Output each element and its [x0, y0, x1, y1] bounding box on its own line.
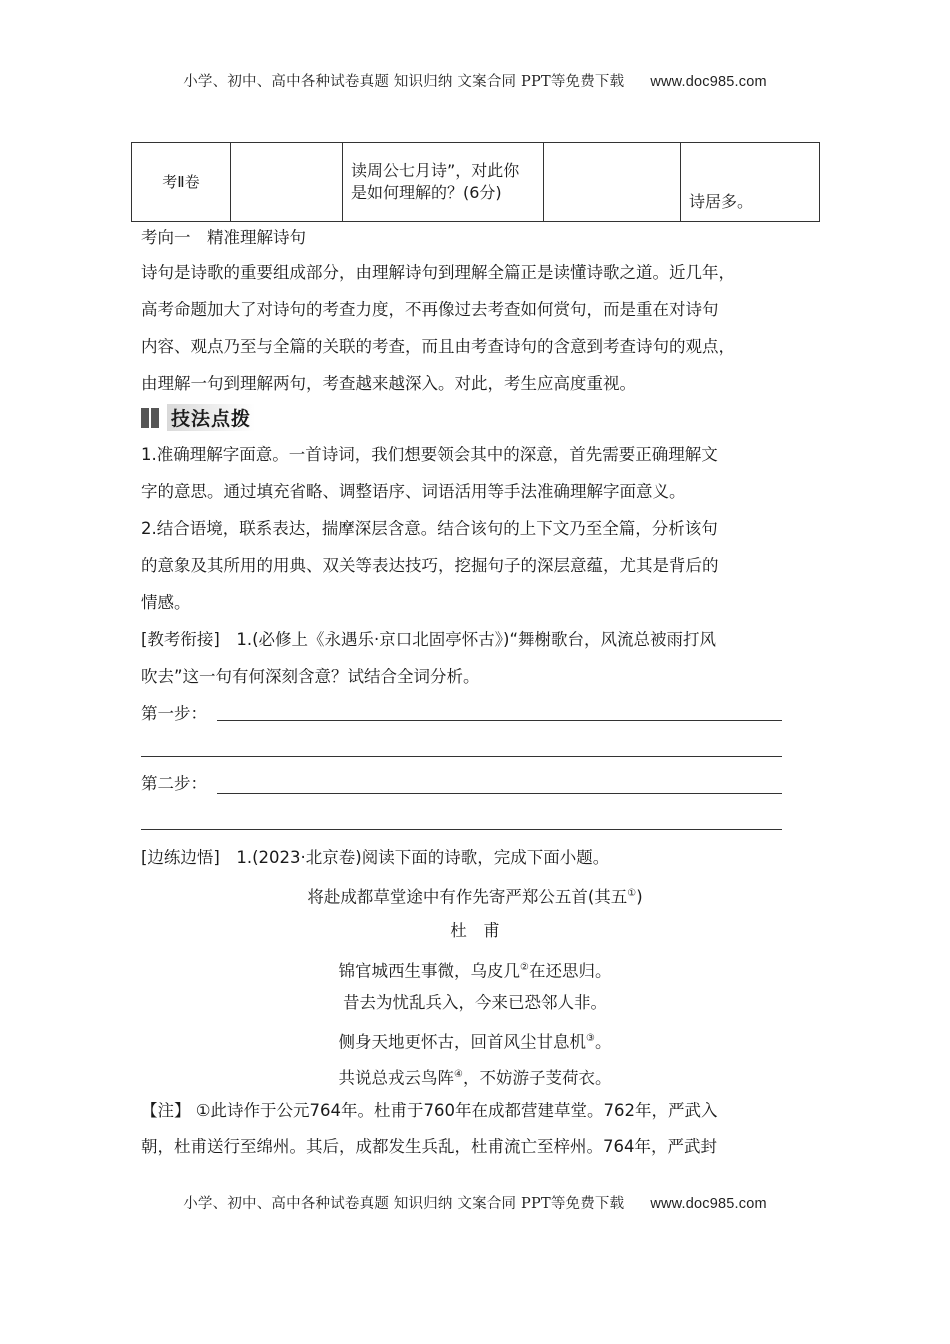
poem-line-2: 昔去为忧乱兵入，今来已恐邻人非。 — [343, 993, 607, 1012]
poem-title-text: 将赴成都草堂途中有作先寄严郑公五首(其五 — [307, 887, 628, 907]
table-cell-exam: 考Ⅱ卷 — [132, 143, 231, 222]
table-cell-answer: 诗居多。 — [681, 143, 820, 222]
section-heading: 考向一 精准理解诗句 — [141, 228, 306, 247]
notes-line: 【注】 ①此诗作于公元764年。杜甫于760年在成都营建草堂。762年，严武入 — [141, 1101, 718, 1120]
poem-title-end: ) — [636, 887, 643, 907]
footnote-2-ref: ② — [520, 962, 529, 973]
poem-title — [0, 882, 950, 910]
table-cell-empty — [231, 143, 343, 222]
tip-line: 字的意思。通过填充省略、调整语序、词语活用等手法准确理解字面意义。 — [141, 482, 686, 501]
footer-site[interactable]: www.doc985.com — [650, 1196, 767, 1212]
intro-line: 诗句是诗歌的重要组成部分，由理解诗句到理解全篇正是读懂诗歌之道。近几年， — [141, 263, 735, 282]
tip-line: 情感。 — [141, 593, 191, 612]
table-cell-question: 读周公七月诗”，对此你是如何理解的？(6分) — [343, 143, 544, 222]
step1-label: 第一步： — [141, 704, 207, 723]
notes-line: 朝，杜甫送行至绵州。其后，成都发生兵乱，杜甫流亡至梓州。764年，严武封 — [141, 1137, 717, 1156]
banner-title: 技法点拨 — [167, 404, 255, 431]
page-header — [0, 70, 950, 91]
bianlian-line: [边练边悟] 1.(2023·北京卷)阅读下面的诗歌，完成下面小题。 — [141, 848, 610, 867]
jiaokao-line: [教考衔接] 1.(必修上《永遇乐·京口北固亭怀古》)“舞榭歌台，风流总被雨打风 — [141, 630, 717, 649]
jiaokao-line: 吹去”这一句有何深刻含意？试结合全词分析。 — [141, 667, 480, 686]
intro-line: 高考命题加大了对诗句的考查力度，不再像过去考查如何赏句，而是重在对诗句 — [141, 300, 719, 319]
footnote-1-ref: ① — [627, 888, 637, 899]
poem-line-3a: 侧身天地更怀古，回首风尘甘息机 — [338, 1032, 587, 1052]
tip-line: 的意象及其所用的用典、双关等表达技巧，挖掘句子的深层意蕴，尤其是背后的 — [141, 556, 719, 575]
intro-line: 由理解一句到理解两句，考查越来越深入。对此，考生应高度重视。 — [141, 374, 636, 393]
poem-line-1b: 在还思归。 — [528, 961, 612, 981]
page-footer — [0, 1192, 950, 1213]
poem-line-3b: 。 — [594, 1032, 612, 1052]
table-cell-empty — [544, 143, 681, 222]
tip-line: 2.结合语境，联系表达，揣摩深层含意。结合该句的上下文乃至全篇，分析该句 — [141, 519, 718, 538]
banner-mark-icon — [141, 408, 163, 428]
footnote-4-ref: ④ — [454, 1069, 463, 1080]
header-text: 小学、初中、高中各种试卷真题 知识归纳 文案合同 PPT等免费下载 — [183, 74, 625, 90]
exam-table — [131, 142, 820, 222]
tip-line: 1.准确理解字面意。一首诗词，我们想要领会其中的深意，首先需要正确理解文 — [141, 445, 718, 464]
tips-banner — [141, 404, 255, 431]
step2-answer-line-2[interactable] — [141, 829, 782, 830]
poem-line-1a: 锦官城西生事微，乌皮几 — [338, 961, 521, 981]
intro-line: 内容、观点乃至与全篇的关联的考查，而且由考查诗句的含意到考查诗句的观点， — [141, 337, 735, 356]
poem-line — [0, 1027, 950, 1055]
poem-line-4b: ，不妨游子芰荷衣。 — [462, 1068, 612, 1088]
header-site[interactable]: www.doc985.com — [650, 74, 767, 90]
poem-line — [0, 1063, 950, 1091]
poem-line-4a: 共说总戎云鸟阵 — [338, 1068, 455, 1088]
poem-author: 杜 甫 — [450, 921, 500, 940]
footer-text: 小学、初中、高中各种试卷真题 知识归纳 文案合同 PPT等免费下载 — [183, 1196, 625, 1212]
step2-answer-line[interactable] — [217, 793, 782, 794]
table-row — [132, 143, 820, 222]
step2-label: 第二步： — [141, 774, 207, 793]
footnote-3-ref: ③ — [586, 1033, 595, 1044]
poem-line — [0, 956, 950, 984]
step1-answer-line[interactable] — [217, 720, 782, 721]
step1-answer-line-2[interactable] — [141, 756, 782, 757]
